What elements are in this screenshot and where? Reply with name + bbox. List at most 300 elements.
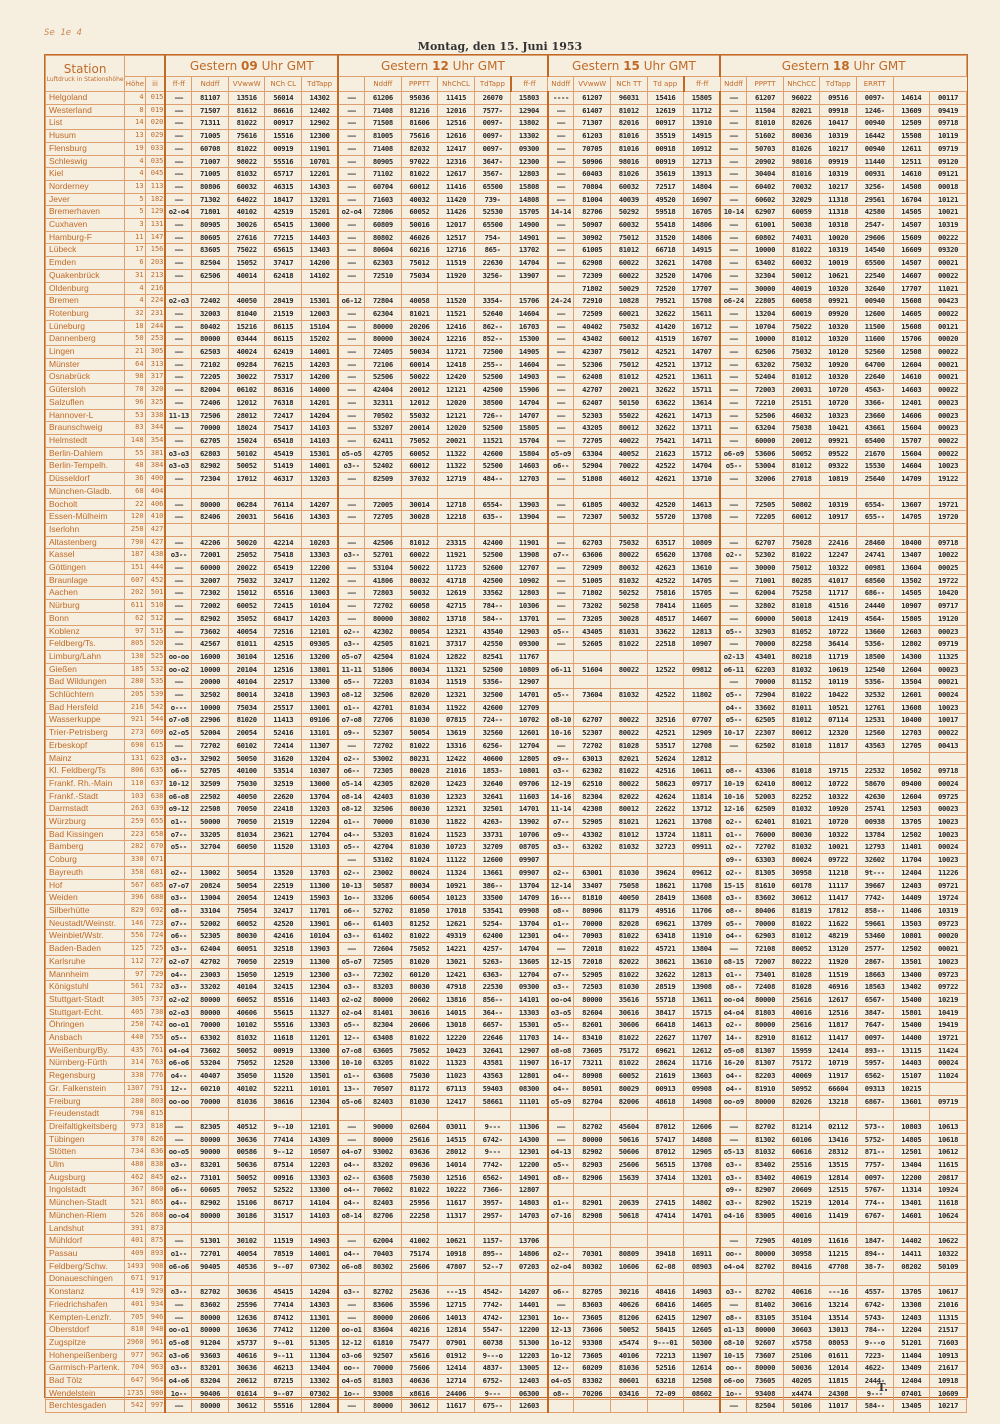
obs-cell: 32723 bbox=[647, 841, 684, 854]
station-name: Hohenpeißenberg bbox=[46, 1349, 125, 1362]
obs-cell: o1-- bbox=[338, 1070, 364, 1083]
obs-cell: o5-o8 bbox=[165, 1336, 191, 1349]
station-id: 427 bbox=[145, 523, 165, 536]
obs-cell: 86115 bbox=[265, 320, 302, 333]
obs-cell: 655-- bbox=[856, 511, 893, 524]
obs-cell: 12604 bbox=[893, 358, 930, 371]
obs-cell: 25606 bbox=[401, 1260, 438, 1273]
obs-cell: 70050 bbox=[228, 816, 265, 829]
obs-cell: 72005 bbox=[365, 498, 402, 511]
obs-cell: 15906 bbox=[511, 384, 548, 397]
obs-cell: 50054 bbox=[228, 879, 265, 892]
obs-cell: 12703 bbox=[893, 727, 930, 740]
obs-cell: 11500 bbox=[856, 320, 893, 333]
obs-cell: 11-14 bbox=[548, 803, 574, 816]
obs-cell: 81022 bbox=[228, 142, 265, 155]
obs-cell bbox=[647, 485, 684, 498]
table-row bbox=[46, 447, 967, 460]
obs-cell bbox=[474, 523, 511, 536]
obs-cell: 00413 bbox=[930, 739, 967, 752]
obs-cell: 12304 bbox=[302, 1095, 339, 1108]
obs-cell: 58415 bbox=[647, 1324, 684, 1337]
obs-cell: 784-- bbox=[474, 600, 511, 613]
obs-cell: 13705 bbox=[893, 816, 930, 829]
obs-cell: 10319 bbox=[820, 244, 857, 257]
obs-cell: 14303 bbox=[302, 180, 339, 193]
station-name: Schlüchtern bbox=[46, 689, 125, 702]
obs-cell bbox=[893, 523, 930, 536]
obs-cell: 15400 bbox=[893, 1019, 930, 1032]
obs-cell: 9---o bbox=[474, 1349, 511, 1362]
obs-cell: 25151 bbox=[783, 396, 820, 409]
obs-cell: 13908 bbox=[511, 549, 548, 562]
obs-cell: 00020 bbox=[930, 930, 967, 943]
obs-cell: 12709 bbox=[511, 701, 548, 714]
obs-cell: o4-- bbox=[338, 1159, 364, 1172]
station-height: 4 bbox=[125, 168, 145, 181]
obs-cell: 80218 bbox=[783, 650, 820, 663]
obs-cell: 13013 bbox=[820, 1324, 857, 1337]
obs-cell: 12301 bbox=[511, 1146, 548, 1159]
obs-cell: 14701 bbox=[684, 1209, 721, 1222]
obs-cell: 65500 bbox=[474, 219, 511, 232]
obs-cell: 12560 bbox=[856, 727, 893, 740]
table-row bbox=[46, 1387, 967, 1400]
obs-cell: o3-- bbox=[165, 1159, 191, 1172]
obs-cell: 42305 bbox=[365, 777, 402, 790]
obs-cell: 12716 bbox=[438, 244, 475, 257]
obs-cell bbox=[574, 1400, 611, 1413]
obs-cell: 43306 bbox=[747, 765, 784, 778]
obs-cell: 62400 bbox=[474, 930, 511, 943]
station-name: Helmstedt bbox=[46, 434, 125, 447]
obs-cell: 11707 bbox=[684, 1032, 721, 1045]
obs-cell bbox=[820, 523, 857, 536]
obs-cell: 12200 bbox=[511, 1324, 548, 1337]
obs-cell: 33206 bbox=[365, 892, 402, 905]
obs-cell: 01912 bbox=[438, 1349, 475, 1362]
obs-cell: 15803 bbox=[511, 92, 548, 105]
obs-cell: 7757- bbox=[856, 1159, 893, 1172]
obs-cell: 62506 bbox=[192, 269, 229, 282]
obs-cell: 40050 bbox=[228, 295, 265, 308]
station-height: 68 bbox=[125, 485, 145, 498]
obs-cell: 13903 bbox=[302, 943, 339, 956]
obs-cell: 21519 bbox=[265, 307, 302, 320]
obs-cell: 21016 bbox=[930, 1298, 967, 1311]
obs-cell: 63303 bbox=[747, 854, 784, 867]
obs-cell: 14704 bbox=[511, 257, 548, 270]
obs-cell: 00023 bbox=[930, 409, 967, 422]
obs-cell: o3-- bbox=[338, 460, 364, 473]
obs-cell: 03636 bbox=[401, 1146, 438, 1159]
obs-cell: 82702 bbox=[747, 1120, 784, 1133]
obs-cell: 12-12 bbox=[338, 1336, 364, 1349]
obs-cell: 32415 bbox=[265, 981, 302, 994]
obs-cell: 14505 bbox=[893, 587, 930, 600]
obs-cell: 11822 bbox=[438, 816, 475, 829]
obs-cell: 10021 bbox=[820, 841, 857, 854]
obs-cell: 81032 bbox=[611, 841, 648, 854]
station-name: Lübeck bbox=[46, 244, 125, 257]
obs-cell: 82702 bbox=[747, 1260, 784, 1273]
station-name: Gießen bbox=[46, 663, 125, 676]
obs-cell: o3-o3 bbox=[165, 447, 191, 460]
obs-cell: 10023 bbox=[930, 828, 967, 841]
obs-cell: 81031 bbox=[611, 625, 648, 638]
obs-cell: 15705 bbox=[684, 587, 721, 600]
table-row bbox=[46, 142, 967, 155]
station-id: 344 bbox=[145, 422, 165, 435]
obs-cell: 11708 bbox=[684, 879, 721, 892]
obs-cell: 52500 bbox=[474, 663, 511, 676]
obs-cell: 81022 bbox=[401, 1184, 438, 1197]
obs-cell: 71408 bbox=[365, 142, 402, 155]
station-name: Göttingen bbox=[46, 562, 125, 575]
obs-cell: 2547- bbox=[856, 219, 893, 232]
obs-cell: 42624 bbox=[647, 790, 684, 803]
obs-cell: 14013 bbox=[438, 1311, 475, 1324]
obs-cell: 17018 bbox=[438, 905, 475, 918]
obs-cell: 10636 bbox=[228, 1324, 265, 1337]
obs-cell: 25616 bbox=[783, 1019, 820, 1032]
obs-cell bbox=[548, 523, 574, 536]
obs-cell: 12101 bbox=[302, 1120, 339, 1133]
table-row bbox=[46, 536, 967, 549]
station-id: 320 bbox=[145, 384, 165, 397]
obs-cell: 00919 bbox=[647, 155, 684, 168]
obs-cell: 12812 bbox=[684, 752, 721, 765]
obs-cell: 10-12 bbox=[165, 777, 191, 790]
table-row bbox=[46, 219, 967, 232]
obs-cell: 10803 bbox=[893, 1120, 930, 1133]
obs-cell: 42522 bbox=[647, 689, 684, 702]
obs-cell: 14802 bbox=[684, 1197, 721, 1210]
obs-cell: 32502 bbox=[192, 689, 229, 702]
obs-cell: 15808 bbox=[511, 180, 548, 193]
group-header-18 bbox=[720, 56, 966, 77]
obs-cell: 10222 bbox=[438, 1184, 475, 1197]
obs-cell: 13660 bbox=[856, 625, 893, 638]
station-id: 525 bbox=[145, 650, 165, 663]
obs-cell: 23003 bbox=[192, 968, 229, 981]
obs-cell: 60012 bbox=[401, 180, 438, 193]
obs-cell: 11218 bbox=[820, 866, 857, 879]
obs-cell: 82902 bbox=[192, 1197, 229, 1210]
obs-cell: 13000 bbox=[302, 777, 339, 790]
obs-cell: 11716 bbox=[684, 1057, 721, 1070]
obs-cell: 14704 bbox=[511, 396, 548, 409]
obs-cell: oo-oo bbox=[165, 650, 191, 663]
station-height: 358 bbox=[125, 866, 145, 879]
obs-cell: —— bbox=[548, 498, 574, 511]
obs-cell: 70705 bbox=[574, 142, 611, 155]
obs-cell: —— bbox=[720, 600, 746, 613]
obs-cell: o6-- bbox=[338, 905, 364, 918]
obs-cell: —— bbox=[338, 130, 364, 143]
station-id: 216 bbox=[145, 282, 165, 295]
obs-cell: 13503 bbox=[893, 917, 930, 930]
obs-cell bbox=[548, 485, 574, 498]
obs-cell: 71005 bbox=[192, 168, 229, 181]
obs-cell: —— bbox=[720, 244, 746, 257]
obs-cell bbox=[574, 1108, 611, 1121]
obs-cell: 12401 bbox=[893, 396, 930, 409]
obs-cell: 39667 bbox=[856, 879, 893, 892]
obs-cell bbox=[338, 282, 364, 295]
obs-cell: 10-16 bbox=[548, 727, 574, 740]
obs-cell: 00021 bbox=[930, 371, 967, 384]
obs-cell: 50906 bbox=[574, 155, 611, 168]
station-id: 020 bbox=[145, 117, 165, 130]
obs-cell: 15301 bbox=[302, 447, 339, 460]
obs-cell: o7-o8 bbox=[338, 1044, 364, 1057]
obs-cell: 80012 bbox=[611, 422, 648, 435]
obs-cell: 09907 bbox=[511, 854, 548, 867]
obs-cell: 28419 bbox=[647, 892, 684, 905]
station-height: 330 bbox=[125, 854, 145, 867]
obs-cell: 10723 bbox=[438, 841, 475, 854]
obs-cell: 12511 bbox=[893, 155, 930, 168]
obs-cell: 60012 bbox=[783, 511, 820, 524]
obs-cell: 25741 bbox=[856, 803, 893, 816]
obs-cell: 14001 bbox=[302, 460, 339, 473]
obs-cell: 22805 bbox=[747, 295, 784, 308]
obs-cell: 40104 bbox=[228, 676, 265, 689]
obs-cell: 18500 bbox=[856, 650, 893, 663]
obs-cell bbox=[684, 701, 721, 714]
table-row bbox=[46, 955, 967, 968]
obs-cell: 16000 bbox=[192, 650, 229, 663]
obs-cell bbox=[820, 1108, 857, 1121]
obs-cell: o8-14 bbox=[338, 790, 364, 803]
obs-cell bbox=[548, 1222, 574, 1235]
obs-cell: 75418 bbox=[265, 549, 302, 562]
obs-cell: 14-16 bbox=[548, 790, 574, 803]
obs-cell: 12761 bbox=[856, 701, 893, 714]
obs-cell: 14806 bbox=[684, 219, 721, 232]
station-name: Weiden bbox=[46, 892, 125, 905]
obs-cell bbox=[474, 282, 511, 295]
obs-cell: 12414 bbox=[438, 1362, 475, 1375]
obs-cell: 14015 bbox=[438, 1006, 475, 1019]
obs-cell: 52560 bbox=[856, 346, 893, 359]
obs-cell: 40050 bbox=[228, 790, 265, 803]
obs-cell bbox=[338, 485, 364, 498]
obs-cell: 12516 bbox=[265, 650, 302, 663]
station-height: 36 bbox=[125, 473, 145, 486]
obs-cell: 60022 bbox=[611, 269, 648, 282]
obs-cell: 0097- bbox=[856, 1171, 893, 1184]
obs-cell: 50606 bbox=[611, 1146, 648, 1159]
obs-cell: 03011 bbox=[438, 1120, 475, 1133]
obs-cell: 4257- bbox=[474, 943, 511, 956]
station-id: 688 bbox=[145, 892, 165, 905]
station-height: 435 bbox=[125, 1044, 145, 1057]
obs-cell: 11122 bbox=[438, 854, 475, 867]
obs-cell: 3256- bbox=[474, 269, 511, 282]
obs-cell: 81022 bbox=[783, 244, 820, 257]
obs-cell bbox=[265, 1108, 302, 1121]
obs-cell bbox=[165, 1273, 191, 1286]
obs-cell: 13504 bbox=[893, 676, 930, 689]
station-name: Coburg bbox=[46, 854, 125, 867]
obs-cell: o5-o9 bbox=[548, 447, 574, 460]
table-row bbox=[46, 790, 967, 803]
station-height: 53 bbox=[125, 409, 145, 422]
obs-cell: 12617 bbox=[438, 168, 475, 181]
obs-cell: 80000 bbox=[192, 1006, 229, 1019]
obs-cell: 13703 bbox=[302, 866, 339, 879]
obs-cell: 52402 bbox=[365, 460, 402, 473]
obs-cell: 11917 bbox=[820, 1070, 857, 1083]
obs-cell: 18024 bbox=[228, 422, 265, 435]
obs-cell: 3647- bbox=[474, 155, 511, 168]
obs-cell: 15706 bbox=[893, 333, 930, 346]
obs-cell: 53203 bbox=[365, 828, 402, 841]
obs-cell: 5752- bbox=[856, 1133, 893, 1146]
obs-cell: 46916 bbox=[820, 981, 857, 994]
obs-cell: 60032 bbox=[611, 219, 648, 232]
obs-cell: 73605 bbox=[747, 1375, 784, 1388]
obs-cell: 76000 bbox=[747, 828, 784, 841]
obs-cell: 52605 bbox=[574, 638, 611, 651]
station-name: Emden bbox=[46, 257, 125, 270]
obs-cell: 12-- bbox=[548, 1362, 574, 1375]
obs-cell: 11327 bbox=[302, 1006, 339, 1019]
obs-cell: 81022 bbox=[611, 1057, 648, 1070]
obs-cell: 81021 bbox=[401, 638, 438, 651]
obs-cell: 61403 bbox=[365, 917, 402, 930]
obs-cell bbox=[574, 1235, 611, 1248]
obs-cell: 42515 bbox=[265, 638, 302, 651]
obs-cell bbox=[783, 1222, 820, 1235]
table-row bbox=[46, 104, 967, 117]
obs-cell: 9--- bbox=[474, 1120, 511, 1133]
station-height: 17 bbox=[125, 244, 145, 257]
obs-cell: 20817 bbox=[930, 1171, 967, 1184]
obs-cell: 60012 bbox=[611, 333, 648, 346]
obs-cell: 10619 bbox=[820, 663, 857, 676]
obs-cell: 81012 bbox=[611, 371, 648, 384]
table-row bbox=[46, 930, 967, 943]
obs-cell: 81016 bbox=[783, 168, 820, 181]
obs-cell: —— bbox=[548, 600, 574, 613]
obs-cell: 72-09 bbox=[647, 1387, 684, 1400]
obs-cell: 81012 bbox=[611, 104, 648, 117]
station-height: 704 bbox=[125, 1362, 145, 1375]
obs-cell: —— bbox=[720, 193, 746, 206]
obs-cell: o4-o4 bbox=[720, 1006, 746, 1019]
obs-cell: 22622 bbox=[647, 803, 684, 816]
obs-cell: 71408 bbox=[365, 104, 402, 117]
obs-cell: 10611 bbox=[684, 765, 721, 778]
obs-cell: o6-11 bbox=[548, 663, 574, 676]
obs-cell: 71005 bbox=[192, 130, 229, 143]
obs-cell: o5-- bbox=[165, 1032, 191, 1045]
obs-cell: 06284 bbox=[228, 498, 265, 511]
obs-cell: —— bbox=[548, 142, 574, 155]
obs-cell: 29606 bbox=[856, 231, 893, 244]
obs-cell: 83302 bbox=[574, 1375, 611, 1388]
obs-cell: —— bbox=[338, 854, 364, 867]
obs-cell: 10902 bbox=[511, 574, 548, 587]
obs-cell: 75816 bbox=[647, 587, 684, 600]
station-id: 400 bbox=[145, 473, 165, 486]
obs-cell: 72415 bbox=[265, 600, 302, 613]
table-row bbox=[46, 307, 967, 320]
station-id: 404 bbox=[145, 485, 165, 498]
table-row bbox=[46, 1298, 967, 1311]
obs-cell: 60102 bbox=[228, 739, 265, 752]
obs-cell bbox=[611, 854, 648, 867]
obs-cell: 11226 bbox=[930, 866, 967, 879]
obs-cell bbox=[228, 854, 265, 867]
obs-cell: 62203 bbox=[747, 663, 784, 676]
obs-cell: 11417 bbox=[820, 892, 857, 905]
obs-cell: 70052 bbox=[228, 1184, 265, 1197]
obs-cell: 60708 bbox=[192, 142, 229, 155]
obs-cell: 75034 bbox=[401, 269, 438, 282]
obs-cell: 10907 bbox=[893, 600, 930, 613]
obs-cell: 59518 bbox=[647, 206, 684, 219]
table-row bbox=[46, 816, 967, 829]
obs-cell: 40014 bbox=[228, 269, 265, 282]
obs-cell: 871-- bbox=[856, 1146, 893, 1159]
obs-cell: 16705 bbox=[684, 206, 721, 219]
station-name: Zugspitze bbox=[46, 1336, 125, 1349]
obs-cell bbox=[401, 523, 438, 536]
obs-cell: 81032 bbox=[611, 574, 648, 587]
obs-cell bbox=[856, 1222, 893, 1235]
obs-cell: 32532 bbox=[856, 689, 893, 702]
obs-cell bbox=[647, 701, 684, 714]
obs-cell: 80231 bbox=[401, 752, 438, 765]
obs-cell: 14001 bbox=[302, 346, 339, 359]
obs-cell: 21517 bbox=[930, 1324, 967, 1337]
obs-cell bbox=[438, 523, 475, 536]
table-row bbox=[46, 358, 967, 371]
obs-cell: 71007 bbox=[192, 155, 229, 168]
obs-cell: 78414 bbox=[647, 600, 684, 613]
obs-cell: 14604 bbox=[511, 358, 548, 371]
obs-cell: 30216 bbox=[611, 1286, 648, 1299]
obs-cell: 11721 bbox=[438, 346, 475, 359]
obs-cell: 12101 bbox=[302, 625, 339, 638]
obs-cell: 75616 bbox=[228, 130, 265, 143]
station-id: 452 bbox=[145, 574, 165, 587]
obs-cell: 6562- bbox=[856, 1070, 893, 1083]
obs-cell: 11322 bbox=[438, 447, 475, 460]
obs-cell: 10119 bbox=[930, 130, 967, 143]
obs-cell: —— bbox=[720, 1235, 746, 1248]
obs-cell: 82705 bbox=[574, 1286, 611, 1299]
obs-cell: 12805 bbox=[511, 752, 548, 765]
obs-cell: 15024 bbox=[228, 434, 265, 447]
obs-cell: 50038 bbox=[783, 219, 820, 232]
obs-cell: 11200 bbox=[302, 1324, 339, 1337]
station-name: Stuttgart-Echt. bbox=[46, 1006, 125, 1019]
table-row bbox=[46, 1006, 967, 1019]
obs-cell: o8-- bbox=[548, 1171, 574, 1184]
obs-cell: o6-o6 bbox=[165, 1057, 191, 1070]
table-row bbox=[46, 269, 967, 282]
obs-cell: 18563 bbox=[856, 981, 893, 994]
obs-cell bbox=[338, 1108, 364, 1121]
obs-cell bbox=[893, 1222, 930, 1235]
obs-cell: 13801 bbox=[302, 663, 339, 676]
obs-cell: 46213 bbox=[265, 1362, 302, 1375]
